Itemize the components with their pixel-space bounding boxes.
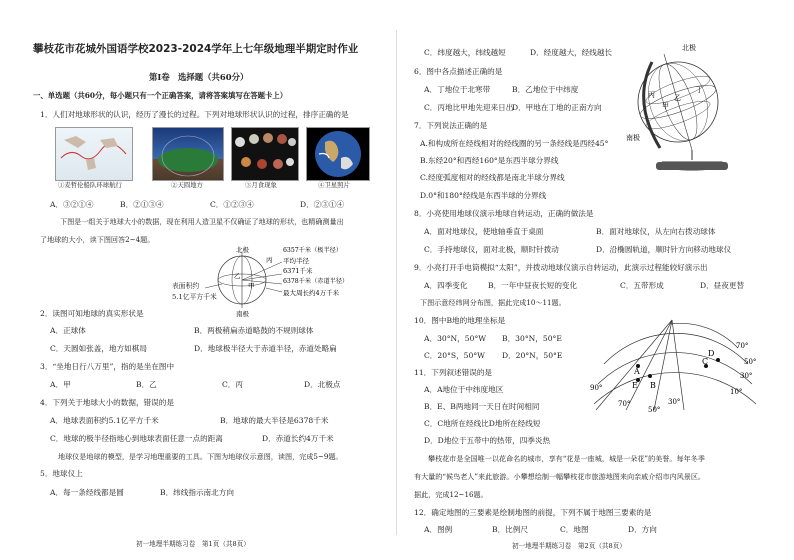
q1-option-c[interactable]: C．①②③④ — [210, 200, 254, 209]
volume-title: 第Ⅰ卷 选择题（共60分） — [149, 72, 249, 82]
north-pole-label: 北极 — [236, 246, 249, 254]
footer-page-2: 初一地理半期练习卷 第2页（共8页） — [512, 542, 626, 550]
q5-option-c[interactable]: C．纬度越大，纬线越短 — [424, 48, 506, 57]
q4-option-c[interactable]: C．地球的极半径指地心到地球表面任意一点的距离 — [50, 434, 223, 443]
grid-lat-50: 50° — [744, 358, 757, 366]
q10-option-c[interactable]: C．20°S，50°W — [424, 351, 485, 360]
grid-lat-70: 70° — [736, 342, 749, 350]
q4-option-a[interactable]: A．地球表面积约5.1亿平方千米 — [50, 416, 159, 425]
q7-option-d[interactable]: D.0°和180°经线是东西半球的分界线 — [420, 191, 547, 200]
q3-option-c[interactable]: C．丙 — [222, 380, 243, 389]
globe-yi-label: 乙 — [674, 94, 681, 102]
grid-point-b: B — [650, 381, 656, 390]
q6-option-b[interactable]: B．乙地位于中纬度 — [512, 85, 579, 94]
q7-option-c[interactable]: C.经度弧度相对的经线都是南北半球分界线 — [420, 173, 565, 182]
grid-lat-30: 30° — [740, 372, 753, 380]
q2-option-a[interactable]: A．正球体 — [50, 326, 86, 335]
exam-title: 攀枝花市花城外国语学校2023-2024学年上七年级地理半期定时作业 — [33, 43, 359, 55]
question-1: 1．人们对地球形状的认识，经历了漫长的过程。下列对地球形状认识的过程，排序正确的是 — [40, 110, 349, 119]
q12-option-b[interactable]: B．比例尺 — [492, 525, 528, 534]
q11-option-b[interactable]: B．E、B两地同一天日在时间相同 — [424, 402, 540, 411]
question-8: 8．小亮使用地球仪演示地球自转运动，正确的做法是 — [414, 209, 594, 218]
mean-radius-label: 平均半径 — [283, 257, 309, 265]
q8-option-b[interactable]: B．面对地球仪，从左向右拨动球体 — [596, 227, 716, 236]
q8-option-c[interactable]: C．手持地球仪，面对北极，顺时针拨动 — [424, 245, 559, 254]
question-4: 4．下列关于地球大小的数据，错误的是 — [40, 398, 174, 407]
equator-radius-label: 6378千米（赤道半径） — [283, 278, 349, 285]
question-7: 7．下列说法正确的是 — [414, 121, 488, 130]
q3-option-d[interactable]: D．北极点 — [304, 380, 341, 389]
q7-option-b[interactable]: B.东经20°和西经160°是东西半球分界线 — [420, 156, 559, 165]
q8-option-d[interactable]: D．沿椭圆轨道，顺时针方向移动地球仪 — [596, 245, 732, 254]
q5-option-a[interactable]: A．每一条经线都是圆 — [50, 488, 124, 497]
q2-option-b[interactable]: B．两极稍扁赤道略鼓的不规则球体 — [194, 326, 314, 335]
q6-option-d[interactable]: D．甲地在丁地的正南方向 — [512, 103, 602, 112]
q10-option-d[interactable]: D．20°N，50°E — [502, 351, 563, 360]
photo-satellite-earth — [306, 127, 370, 181]
q11-option-c[interactable]: C．C地所在经线比D地所在经线短 — [424, 419, 541, 428]
q8-option-a[interactable]: A．面对地球仪，使地轴垂直于桌面 — [424, 227, 544, 236]
question-3: 3．“坐地日行八万里”，指的是坐在图中 — [40, 362, 175, 371]
q1-option-b[interactable]: B．②①③④ — [120, 200, 164, 209]
q9-option-a[interactable]: A．四季变化 — [424, 281, 468, 290]
q5-option-b[interactable]: B．纬线指示南北方向 — [160, 488, 234, 497]
bing-label: 丙 — [266, 256, 273, 264]
question-5: 5．地球仪上 — [40, 469, 83, 478]
grid-lat-10: 10° — [730, 388, 743, 396]
q3-option-a[interactable]: A．甲 — [50, 380, 71, 389]
intro-12-16-line1: 攀枝花市是全国唯一以花命名的城市，享有“花是一座城，城是一朵花”的美誉。每年冬季 — [428, 454, 705, 463]
intro-10-11: 下图示意经纬网分布图，据此完成10～11题。 — [420, 298, 566, 307]
q9-option-d[interactable]: D．昼夜更替 — [700, 281, 745, 290]
globe-on-stand-diagram — [612, 40, 752, 175]
q12-option-d[interactable]: D．方向 — [628, 525, 657, 534]
grid-lon-50: 50° — [648, 406, 661, 414]
caption-4: ④卫星照片 — [318, 181, 350, 189]
q11-option-d[interactable]: D．D地位于五带中的热带，四季炎热 — [424, 436, 551, 445]
q1-option-d[interactable]: D．②③①④ — [300, 200, 345, 209]
q12-option-c[interactable]: C．地图 — [560, 525, 589, 534]
q2-option-d[interactable]: D．地球极半径大于赤道半径，赤道处略扁 — [194, 344, 337, 353]
q9-option-b[interactable]: B．一年中昼夜长短的变化 — [488, 281, 578, 290]
q2-option-c[interactable]: C．天圆如张盖，地方如棋局 — [50, 344, 147, 353]
q6-option-a[interactable]: A．丁地位于北寒带 — [424, 85, 491, 94]
caption-2: ②天圆地方 — [171, 181, 203, 189]
intro-12-16-line3: 据此，完成12~16题。 — [414, 490, 488, 499]
q5-option-d[interactable]: D．经度越大，经线越长 — [530, 48, 613, 57]
intro-2-4-line2: 了地球的大小，读下图回答2~4题。 — [40, 235, 155, 244]
mean-radius-value: 6371千米 — [283, 267, 313, 275]
page-divider — [396, 30, 397, 535]
q10-option-a[interactable]: A．30°N，50°W — [424, 334, 487, 343]
surface-area-label: 表面积约 — [172, 282, 200, 290]
yi-label: 乙 — [234, 272, 241, 280]
globe-ding-label: 丁 — [696, 86, 703, 94]
caption-3: ③月食现象 — [245, 181, 277, 189]
grid-lon-30: 30° — [668, 398, 681, 406]
question-11: 11．下列叙述错误的是 — [414, 368, 493, 377]
q6-option-c[interactable]: C．丙地比甲地先迎来日出 — [424, 103, 514, 112]
q7-option-a[interactable]: A.和构成所在经线相对的经线圈的另一条经线是西经45° — [420, 139, 609, 148]
question-10: 10．图中B地的地理坐标是 — [414, 316, 506, 325]
q1-option-a[interactable]: A．③②①④ — [50, 200, 94, 209]
circumference-label: 最大周长约4万千米 — [283, 289, 340, 297]
question-6: 6．图中各点描述正确的是 — [414, 67, 503, 76]
intro-5-9: 地球仪是地球的模型，是学习地理重要的工具。下图为地球仪示意图，读图，完成5~9题。 — [58, 452, 343, 461]
q4-option-d[interactable]: D．赤道长约4万千米 — [262, 434, 334, 443]
photo-magellan-route — [55, 127, 133, 181]
q12-option-a[interactable]: A．图例 — [424, 525, 453, 534]
surface-area-value: 5.1亿平方千米 — [172, 293, 217, 301]
q11-option-a[interactable]: A．A地位于中纬度地区 — [424, 385, 504, 394]
globe-bing-label: 丙 — [648, 91, 655, 99]
q3-option-b[interactable]: B．乙 — [136, 380, 157, 389]
globe-south-label: 南极 — [626, 134, 640, 142]
globe-jia-label: 甲 — [662, 102, 669, 110]
q10-option-b[interactable]: B．30°N，50°E — [502, 334, 562, 343]
polar-radius-label: 6357千米（极半径） — [283, 247, 343, 254]
grid-point-d: D — [708, 349, 715, 358]
footer-page-1: 初一地理半期练习卷 第1页（共8页） — [136, 540, 250, 548]
grid-lon-90: 90° — [590, 384, 603, 392]
caption-1: ①麦哲伦船队环球航行 — [58, 181, 122, 189]
intro-2-4-line1: 下图是一组关于地球大小的数据，现在利用人造卫星不仅确证了地球的形状，也精确测量出 — [60, 217, 344, 226]
lat-lon-grid-diagram — [590, 318, 760, 414]
q4-option-b[interactable]: B．地球的最大半径是6378千米 — [220, 416, 329, 425]
grid-lon-70: 70° — [618, 400, 631, 408]
photo-lunar-eclipse — [231, 127, 299, 181]
globe-north-label: 北极 — [682, 44, 696, 52]
south-pole-label: 南极 — [236, 310, 249, 318]
intro-12-16-line2: 有大量的“候鸟老人”来此旅游。小攀想绘制一幅攀枝花市旅游地图来向亲戚介绍市内风景区。 — [414, 472, 706, 481]
question-2: 2．读图可知地球的真实形状是 — [40, 309, 144, 318]
jia-label: 甲 — [248, 282, 255, 290]
grid-point-e: E — [632, 381, 638, 390]
question-12: 12．确定地图的三要素是绘制地图的前提，下列不属于地图三要素的是 — [414, 508, 652, 517]
grid-point-c: C — [702, 357, 709, 366]
question-9: 9．小亮打开手电筒模拟“太阳”，并拨动地球仪演示自转运动，此演示过程能较好演示出 — [414, 263, 708, 272]
section-heading: 一、单选题（共60分，每小题只有一个正确答案，请将答案填写在答题卡上） — [33, 91, 288, 100]
photo-heaven-round-earth-square — [152, 127, 224, 181]
grid-point-a: A — [634, 367, 640, 376]
q9-option-c[interactable]: C．五带形成 — [620, 281, 664, 290]
